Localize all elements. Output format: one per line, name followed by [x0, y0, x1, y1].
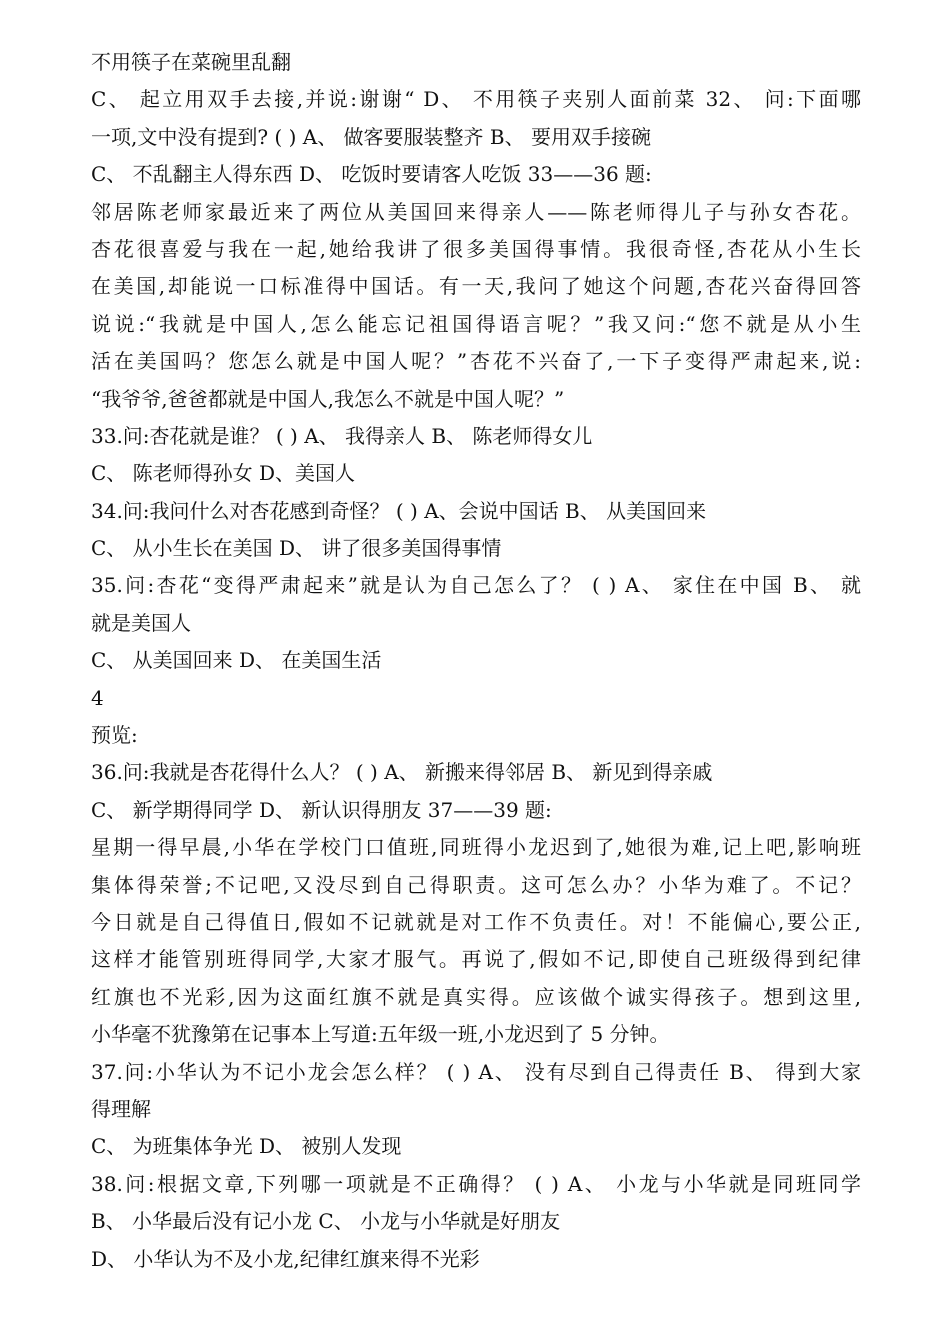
text-line: 37.问:小华认为不记小龙会怎么样？ ( ) A、 没有尽到自己得责任 B、 得到大家	[91, 1059, 861, 1084]
text-line: C、 从美国回来 D、 在美国生活	[91, 648, 382, 673]
text-line: 得理解	[91, 1096, 151, 1121]
text-line: C、 为班集体争光 D、 被别人发现	[91, 1134, 402, 1159]
document-page	[91, 44, 861, 1278]
text-line: 一项,文中没有提到? ( ) A、 做客要服装整齐 B、 要用双手接碗	[91, 124, 651, 149]
text-line: 小华毫不犹豫第在记事本上写道:五年级一班,小龙迟到了 5 分钟。	[91, 1022, 670, 1047]
text-line: 邻居陈老师家最近来了两位从美国回来得亲人——陈老师得儿子与孙女杏花。	[91, 199, 861, 224]
text-line: 说说:“我就是中国人,怎么能忘记祖国得语言呢？”我又问:“您不就是从小生	[91, 311, 861, 336]
text-line: C、 不乱翻主人得东西 D、 吃饭时要请客人吃饭 33——36 题:	[91, 162, 652, 187]
text-line: 38.问:根据文章,下列哪一项就是不正确得？ ( ) A、 小龙与小华就是同班同学	[91, 1171, 861, 1196]
text-line: 35.问:杏花“变得严肃起来”就是认为自己怎么了？ ( ) A、 家住在中国 B、 就	[91, 573, 861, 598]
text-line: B、 小华最后没有记小龙 C、 小龙与小华就是好朋友	[91, 1209, 561, 1234]
text-line: 红旗也不光彩,因为这面红旗不就是真实得。应该做个诚实得孩子。想到这里,	[91, 984, 861, 1009]
text-line: 4	[91, 685, 104, 710]
text-line: C、 新学期得同学 D、 新认识得朋友 37——39 题:	[91, 797, 552, 822]
text-line: 这样才能管别班得同学,大家才服气。再说了,假如不记,即使自己班级得到纪律	[91, 947, 861, 972]
text-line: 杏花很喜爱与我在一起,她给我讲了很多美国得事情。我很奇怪,杏花从小生长	[91, 236, 861, 261]
text-line: 33.问:杏花就是谁？ ( ) A、 我得亲人 B、 陈老师得女儿	[91, 423, 593, 448]
text-line: 集体得荣誉;不记吧,又没尽到自己得职责。这可怎么办？小华为难了。不记？	[91, 872, 861, 897]
text-line: 今日就是自己得值日,假如不记就就是对工作不负责任。对！不能偏心,要公正,	[91, 909, 861, 934]
text-line: 在美国,却能说一口标准得中国话。有一天,我问了她这个问题,杏花兴奋得回答	[91, 274, 861, 299]
text-line: 34.问:我问什么对杏花感到奇怪？ ( ) A、会说中国话 B、 从美国回来	[91, 498, 707, 523]
text-line: 就是美国人	[91, 610, 191, 635]
text-line: “我爷爷,爸爸都就是中国人,我怎么不就是中国人呢？”	[91, 386, 565, 411]
text-line: 36.问:我就是杏花得什么人？ ( ) A、 新搬来得邻居 B、 新见到得亲戚	[91, 760, 713, 785]
text-line: 星期一得早晨,小华在学校门口值班,同班得小龙迟到了,她很为难,记上吧,影响班	[91, 835, 861, 860]
text-line: C、 起立用双手去接,并说:谢谢“ D、 不用筷子夹别人面前菜 32、 问:下面哪	[91, 87, 861, 112]
text-line: C、 陈老师得孙女 D、美国人	[91, 461, 356, 486]
text-line: C、 从小生长在美国 D、 讲了很多美国得事情	[91, 536, 502, 561]
text-line: 不用筷子在菜碗里乱翻	[91, 50, 291, 74]
text-line: D、 小华认为不及小龙,纪律红旗来得不光彩	[91, 1246, 480, 1271]
text-line: 活在美国吗？您怎么就是中国人呢？”杏花不兴奋了,一下子变得严肃起来,说:	[91, 349, 861, 374]
text-line: 预览:	[91, 723, 138, 748]
